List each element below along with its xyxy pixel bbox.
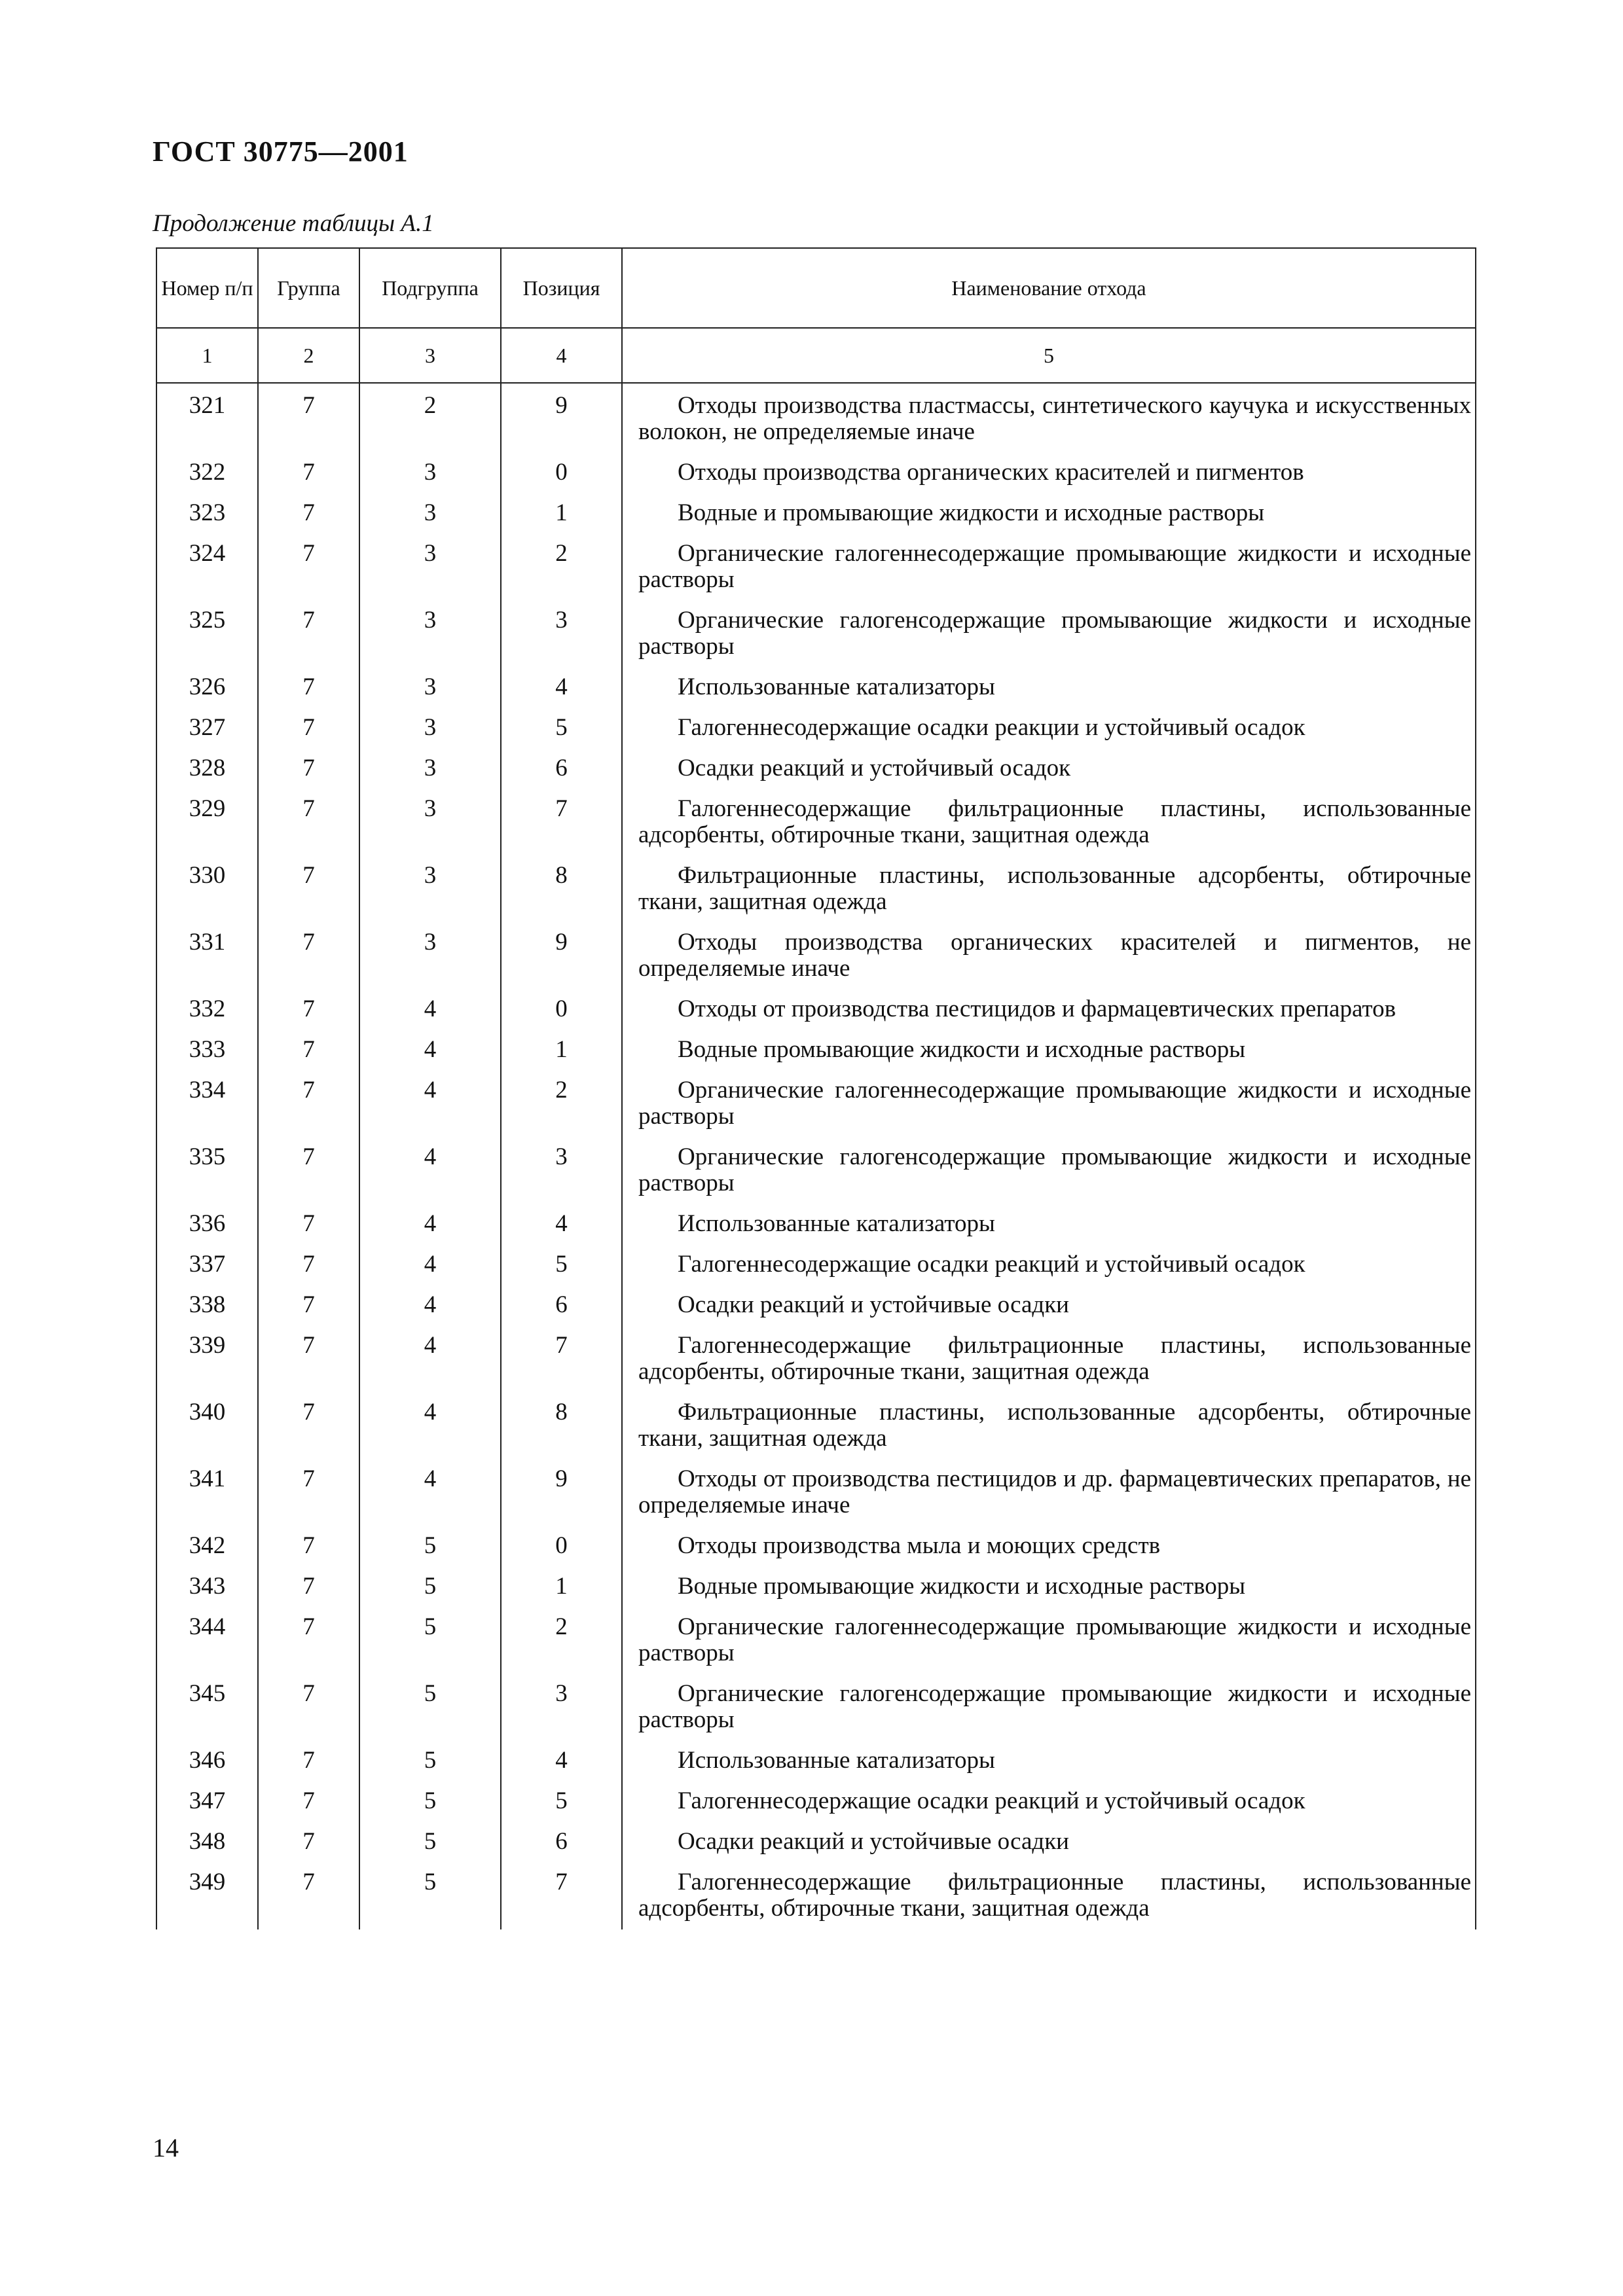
cell-waste-name: Водные промывающие жидкости и исходные растворы bbox=[622, 1030, 1476, 1071]
cell-waste-name: Отходы от производства пестицидов и фармацевтических препаратов bbox=[622, 990, 1476, 1030]
header-subgroup: Подгруппа bbox=[359, 248, 501, 328]
cell-position: 2 bbox=[501, 1071, 622, 1138]
table-row bbox=[156, 383, 1476, 453]
cell-number: 339 bbox=[156, 1326, 258, 1393]
cell-position: 2 bbox=[501, 534, 622, 601]
cell-position: 9 bbox=[501, 923, 622, 990]
column-number: 2 bbox=[258, 328, 359, 383]
cell-waste-name: Отходы от производства пестицидов и др. фармацевтических препаратов, не определяемые иначе bbox=[622, 1460, 1476, 1526]
cell-position: 4 bbox=[501, 668, 622, 708]
cell-group: 7 bbox=[258, 1204, 359, 1245]
cell-number: 323 bbox=[156, 493, 258, 534]
cell-number: 336 bbox=[156, 1204, 258, 1245]
cell-waste-name: Отходы производства органических красителей и пигментов, не определяемые иначе bbox=[622, 923, 1476, 990]
cell-group: 7 bbox=[258, 493, 359, 534]
cell-subgroup: 4 bbox=[359, 1030, 501, 1071]
cell-subgroup: 3 bbox=[359, 453, 501, 493]
cell-waste-name: Осадки реакций и устойчивые осадки bbox=[622, 1822, 1476, 1863]
cell-waste-name: Использованные катализаторы bbox=[622, 1204, 1476, 1245]
cell-position: 3 bbox=[501, 601, 622, 668]
cell-waste-name: Фильтрационные пластины, использованные адсорбенты, обтирочные ткани, защитная одежда bbox=[622, 856, 1476, 923]
cell-group: 7 bbox=[258, 601, 359, 668]
cell-waste-name: Галогеннесодержащие осадки реакций и устойчивый осадок bbox=[622, 1782, 1476, 1822]
cell-waste-name: Органические галогенсодержащие промывающие жидкости и исходные растворы bbox=[622, 601, 1476, 668]
cell-number: 331 bbox=[156, 923, 258, 990]
cell-number: 334 bbox=[156, 1071, 258, 1138]
cell-group: 7 bbox=[258, 856, 359, 923]
cell-waste-name: Водные и промывающие жидкости и исходные растворы bbox=[622, 493, 1476, 534]
table-row bbox=[156, 789, 1476, 856]
cell-waste-name: Галогеннесодержащие фильтрационные пластины, использованные адсорбенты, обтирочные ткани, защитная одежда bbox=[622, 789, 1476, 856]
cell-subgroup: 5 bbox=[359, 1526, 501, 1567]
table-row bbox=[156, 1567, 1476, 1607]
cell-subgroup: 4 bbox=[359, 1204, 501, 1245]
cell-number: 335 bbox=[156, 1138, 258, 1204]
cell-group: 7 bbox=[258, 1607, 359, 1674]
cell-number: 340 bbox=[156, 1393, 258, 1460]
cell-position: 9 bbox=[501, 1460, 622, 1526]
cell-subgroup: 3 bbox=[359, 749, 501, 789]
cell-subgroup: 3 bbox=[359, 789, 501, 856]
table-row bbox=[156, 1674, 1476, 1741]
cell-number: 345 bbox=[156, 1674, 258, 1741]
cell-subgroup: 3 bbox=[359, 534, 501, 601]
table-row bbox=[156, 1285, 1476, 1326]
cell-position: 0 bbox=[501, 1526, 622, 1567]
table-row bbox=[156, 856, 1476, 923]
cell-number: 330 bbox=[156, 856, 258, 923]
header-position: Позиция bbox=[501, 248, 622, 328]
cell-position: 1 bbox=[501, 493, 622, 534]
table-row bbox=[156, 1030, 1476, 1071]
cell-waste-name: Отходы производства мыла и моющих средств bbox=[622, 1526, 1476, 1567]
table-caption: Продолжение таблицы А.1 bbox=[153, 210, 434, 237]
cell-position: 8 bbox=[501, 1393, 622, 1460]
cell-number: 332 bbox=[156, 990, 258, 1030]
cell-subgroup: 3 bbox=[359, 668, 501, 708]
cell-group: 7 bbox=[258, 1526, 359, 1567]
cell-subgroup: 4 bbox=[359, 1393, 501, 1460]
waste-table bbox=[156, 247, 1476, 1929]
cell-group: 7 bbox=[258, 453, 359, 493]
cell-subgroup: 5 bbox=[359, 1674, 501, 1741]
cell-waste-name: Органические галогенсодержащие промывающие жидкости и исходные растворы bbox=[622, 1138, 1476, 1204]
table-row bbox=[156, 1245, 1476, 1285]
cell-position: 3 bbox=[501, 1138, 622, 1204]
cell-number: 346 bbox=[156, 1741, 258, 1782]
cell-subgroup: 4 bbox=[359, 1460, 501, 1526]
cell-number: 325 bbox=[156, 601, 258, 668]
cell-number: 349 bbox=[156, 1863, 258, 1929]
table-row bbox=[156, 1607, 1476, 1674]
table-row bbox=[156, 1782, 1476, 1822]
cell-waste-name: Фильтрационные пластины, использованные адсорбенты, обтирочные ткани, защитная одежда bbox=[622, 1393, 1476, 1460]
table-row bbox=[156, 668, 1476, 708]
cell-number: 338 bbox=[156, 1285, 258, 1326]
cell-position: 5 bbox=[501, 1782, 622, 1822]
cell-group: 7 bbox=[258, 383, 359, 453]
cell-number: 337 bbox=[156, 1245, 258, 1285]
cell-number: 326 bbox=[156, 668, 258, 708]
column-number: 4 bbox=[501, 328, 622, 383]
table-row bbox=[156, 708, 1476, 749]
cell-group: 7 bbox=[258, 990, 359, 1030]
cell-number: 324 bbox=[156, 534, 258, 601]
cell-number: 348 bbox=[156, 1822, 258, 1863]
table-row bbox=[156, 1460, 1476, 1526]
cell-position: 6 bbox=[501, 1285, 622, 1326]
cell-subgroup: 4 bbox=[359, 1138, 501, 1204]
table-row bbox=[156, 601, 1476, 668]
cell-group: 7 bbox=[258, 923, 359, 990]
column-number-row bbox=[156, 328, 1476, 383]
cell-number: 333 bbox=[156, 1030, 258, 1071]
cell-group: 7 bbox=[258, 1782, 359, 1822]
cell-group: 7 bbox=[258, 1822, 359, 1863]
cell-position: 9 bbox=[501, 383, 622, 453]
cell-waste-name: Использованные катализаторы bbox=[622, 668, 1476, 708]
cell-group: 7 bbox=[258, 1326, 359, 1393]
cell-group: 7 bbox=[258, 1393, 359, 1460]
cell-waste-name: Осадки реакций и устойчивые осадки bbox=[622, 1285, 1476, 1326]
table-row bbox=[156, 1138, 1476, 1204]
cell-subgroup: 4 bbox=[359, 990, 501, 1030]
cell-position: 5 bbox=[501, 1245, 622, 1285]
table-row bbox=[156, 990, 1476, 1030]
cell-waste-name: Отходы производства органических красителей и пигментов bbox=[622, 453, 1476, 493]
cell-waste-name: Органические галогенсодержащие промывающие жидкости и исходные растворы bbox=[622, 1674, 1476, 1741]
table-row bbox=[156, 534, 1476, 601]
cell-subgroup: 5 bbox=[359, 1567, 501, 1607]
cell-position: 1 bbox=[501, 1567, 622, 1607]
cell-number: 327 bbox=[156, 708, 258, 749]
cell-number: 344 bbox=[156, 1607, 258, 1674]
cell-waste-name: Органические галогеннесодержащие промывающие жидкости и исходные растворы bbox=[622, 1071, 1476, 1138]
cell-subgroup: 5 bbox=[359, 1782, 501, 1822]
cell-waste-name: Галогеннесодержащие осадки реакции и устойчивый осадок bbox=[622, 708, 1476, 749]
table-row bbox=[156, 1863, 1476, 1929]
table-row bbox=[156, 1741, 1476, 1782]
cell-waste-name: Отходы производства пластмассы, синтетического каучука и искусственных волокон, не определяемые иначе bbox=[622, 383, 1476, 453]
column-number: 3 bbox=[359, 328, 501, 383]
cell-group: 7 bbox=[258, 1245, 359, 1285]
cell-group: 7 bbox=[258, 708, 359, 749]
cell-group: 7 bbox=[258, 1863, 359, 1929]
header-number: Номер п/п bbox=[156, 248, 258, 328]
cell-position: 8 bbox=[501, 856, 622, 923]
cell-group: 7 bbox=[258, 1460, 359, 1526]
cell-position: 1 bbox=[501, 1030, 622, 1071]
cell-position: 4 bbox=[501, 1204, 622, 1245]
cell-waste-name: Галогеннесодержащие осадки реакций и устойчивый осадок bbox=[622, 1245, 1476, 1285]
cell-subgroup: 5 bbox=[359, 1863, 501, 1929]
cell-group: 7 bbox=[258, 1071, 359, 1138]
cell-group: 7 bbox=[258, 534, 359, 601]
cell-waste-name: Использованные катализаторы bbox=[622, 1741, 1476, 1782]
cell-number: 321 bbox=[156, 383, 258, 453]
cell-position: 6 bbox=[501, 1822, 622, 1863]
table-row bbox=[156, 1822, 1476, 1863]
cell-position: 0 bbox=[501, 990, 622, 1030]
cell-subgroup: 4 bbox=[359, 1285, 501, 1326]
cell-number: 341 bbox=[156, 1460, 258, 1526]
table-row bbox=[156, 453, 1476, 493]
table-body bbox=[156, 383, 1476, 1929]
cell-group: 7 bbox=[258, 1138, 359, 1204]
cell-group: 7 bbox=[258, 789, 359, 856]
table-row bbox=[156, 749, 1476, 789]
cell-group: 7 bbox=[258, 1285, 359, 1326]
cell-number: 328 bbox=[156, 749, 258, 789]
cell-subgroup: 4 bbox=[359, 1326, 501, 1393]
cell-subgroup: 4 bbox=[359, 1071, 501, 1138]
cell-position: 7 bbox=[501, 1863, 622, 1929]
cell-position: 3 bbox=[501, 1674, 622, 1741]
cell-position: 5 bbox=[501, 708, 622, 749]
cell-position: 7 bbox=[501, 789, 622, 856]
table-row bbox=[156, 1326, 1476, 1393]
cell-subgroup: 3 bbox=[359, 493, 501, 534]
cell-position: 4 bbox=[501, 1741, 622, 1782]
cell-waste-name: Водные промывающие жидкости и исходные растворы bbox=[622, 1567, 1476, 1607]
table-row bbox=[156, 1071, 1476, 1138]
cell-group: 7 bbox=[258, 749, 359, 789]
header-row bbox=[156, 248, 1476, 328]
cell-subgroup: 3 bbox=[359, 601, 501, 668]
cell-number: 342 bbox=[156, 1526, 258, 1567]
table-row bbox=[156, 923, 1476, 990]
cell-subgroup: 2 bbox=[359, 383, 501, 453]
column-number: 5 bbox=[622, 328, 1476, 383]
cell-group: 7 bbox=[258, 1030, 359, 1071]
table-row bbox=[156, 1204, 1476, 1245]
cell-subgroup: 4 bbox=[359, 1245, 501, 1285]
cell-group: 7 bbox=[258, 1741, 359, 1782]
cell-group: 7 bbox=[258, 1674, 359, 1741]
cell-subgroup: 3 bbox=[359, 923, 501, 990]
cell-position: 2 bbox=[501, 1607, 622, 1674]
header-group: Группа bbox=[258, 248, 359, 328]
cell-subgroup: 3 bbox=[359, 856, 501, 923]
cell-number: 343 bbox=[156, 1567, 258, 1607]
cell-subgroup: 5 bbox=[359, 1741, 501, 1782]
cell-waste-name: Галогеннесодержащие фильтрационные пластины, использованные адсорбенты, обтирочные ткани, защитная одежда bbox=[622, 1863, 1476, 1929]
cell-waste-name: Галогеннесодержащие фильтрационные пластины, использованные адсорбенты, обтирочные ткани, защитная одежда bbox=[622, 1326, 1476, 1393]
page-number: 14 bbox=[153, 2133, 179, 2162]
cell-number: 322 bbox=[156, 453, 258, 493]
column-number: 1 bbox=[156, 328, 258, 383]
cell-subgroup: 5 bbox=[359, 1822, 501, 1863]
cell-position: 7 bbox=[501, 1326, 622, 1393]
cell-position: 6 bbox=[501, 749, 622, 789]
document-title: ГОСТ 30775—2001 bbox=[153, 135, 409, 168]
cell-waste-name: Органические галогеннесодержащие промывающие жидкости и исходные растворы bbox=[622, 1607, 1476, 1674]
table-row bbox=[156, 493, 1476, 534]
cell-waste-name: Органические галогеннесодержащие промывающие жидкости и исходные растворы bbox=[622, 534, 1476, 601]
cell-group: 7 bbox=[258, 1567, 359, 1607]
cell-group: 7 bbox=[258, 668, 359, 708]
table-row bbox=[156, 1526, 1476, 1567]
header-waste-name: Наименование отхода bbox=[622, 248, 1476, 328]
cell-subgroup: 3 bbox=[359, 708, 501, 749]
table-row bbox=[156, 1393, 1476, 1460]
cell-number: 347 bbox=[156, 1782, 258, 1822]
cell-number: 329 bbox=[156, 789, 258, 856]
cell-position: 0 bbox=[501, 453, 622, 493]
cell-subgroup: 5 bbox=[359, 1607, 501, 1674]
cell-waste-name: Осадки реакций и устойчивый осадок bbox=[622, 749, 1476, 789]
